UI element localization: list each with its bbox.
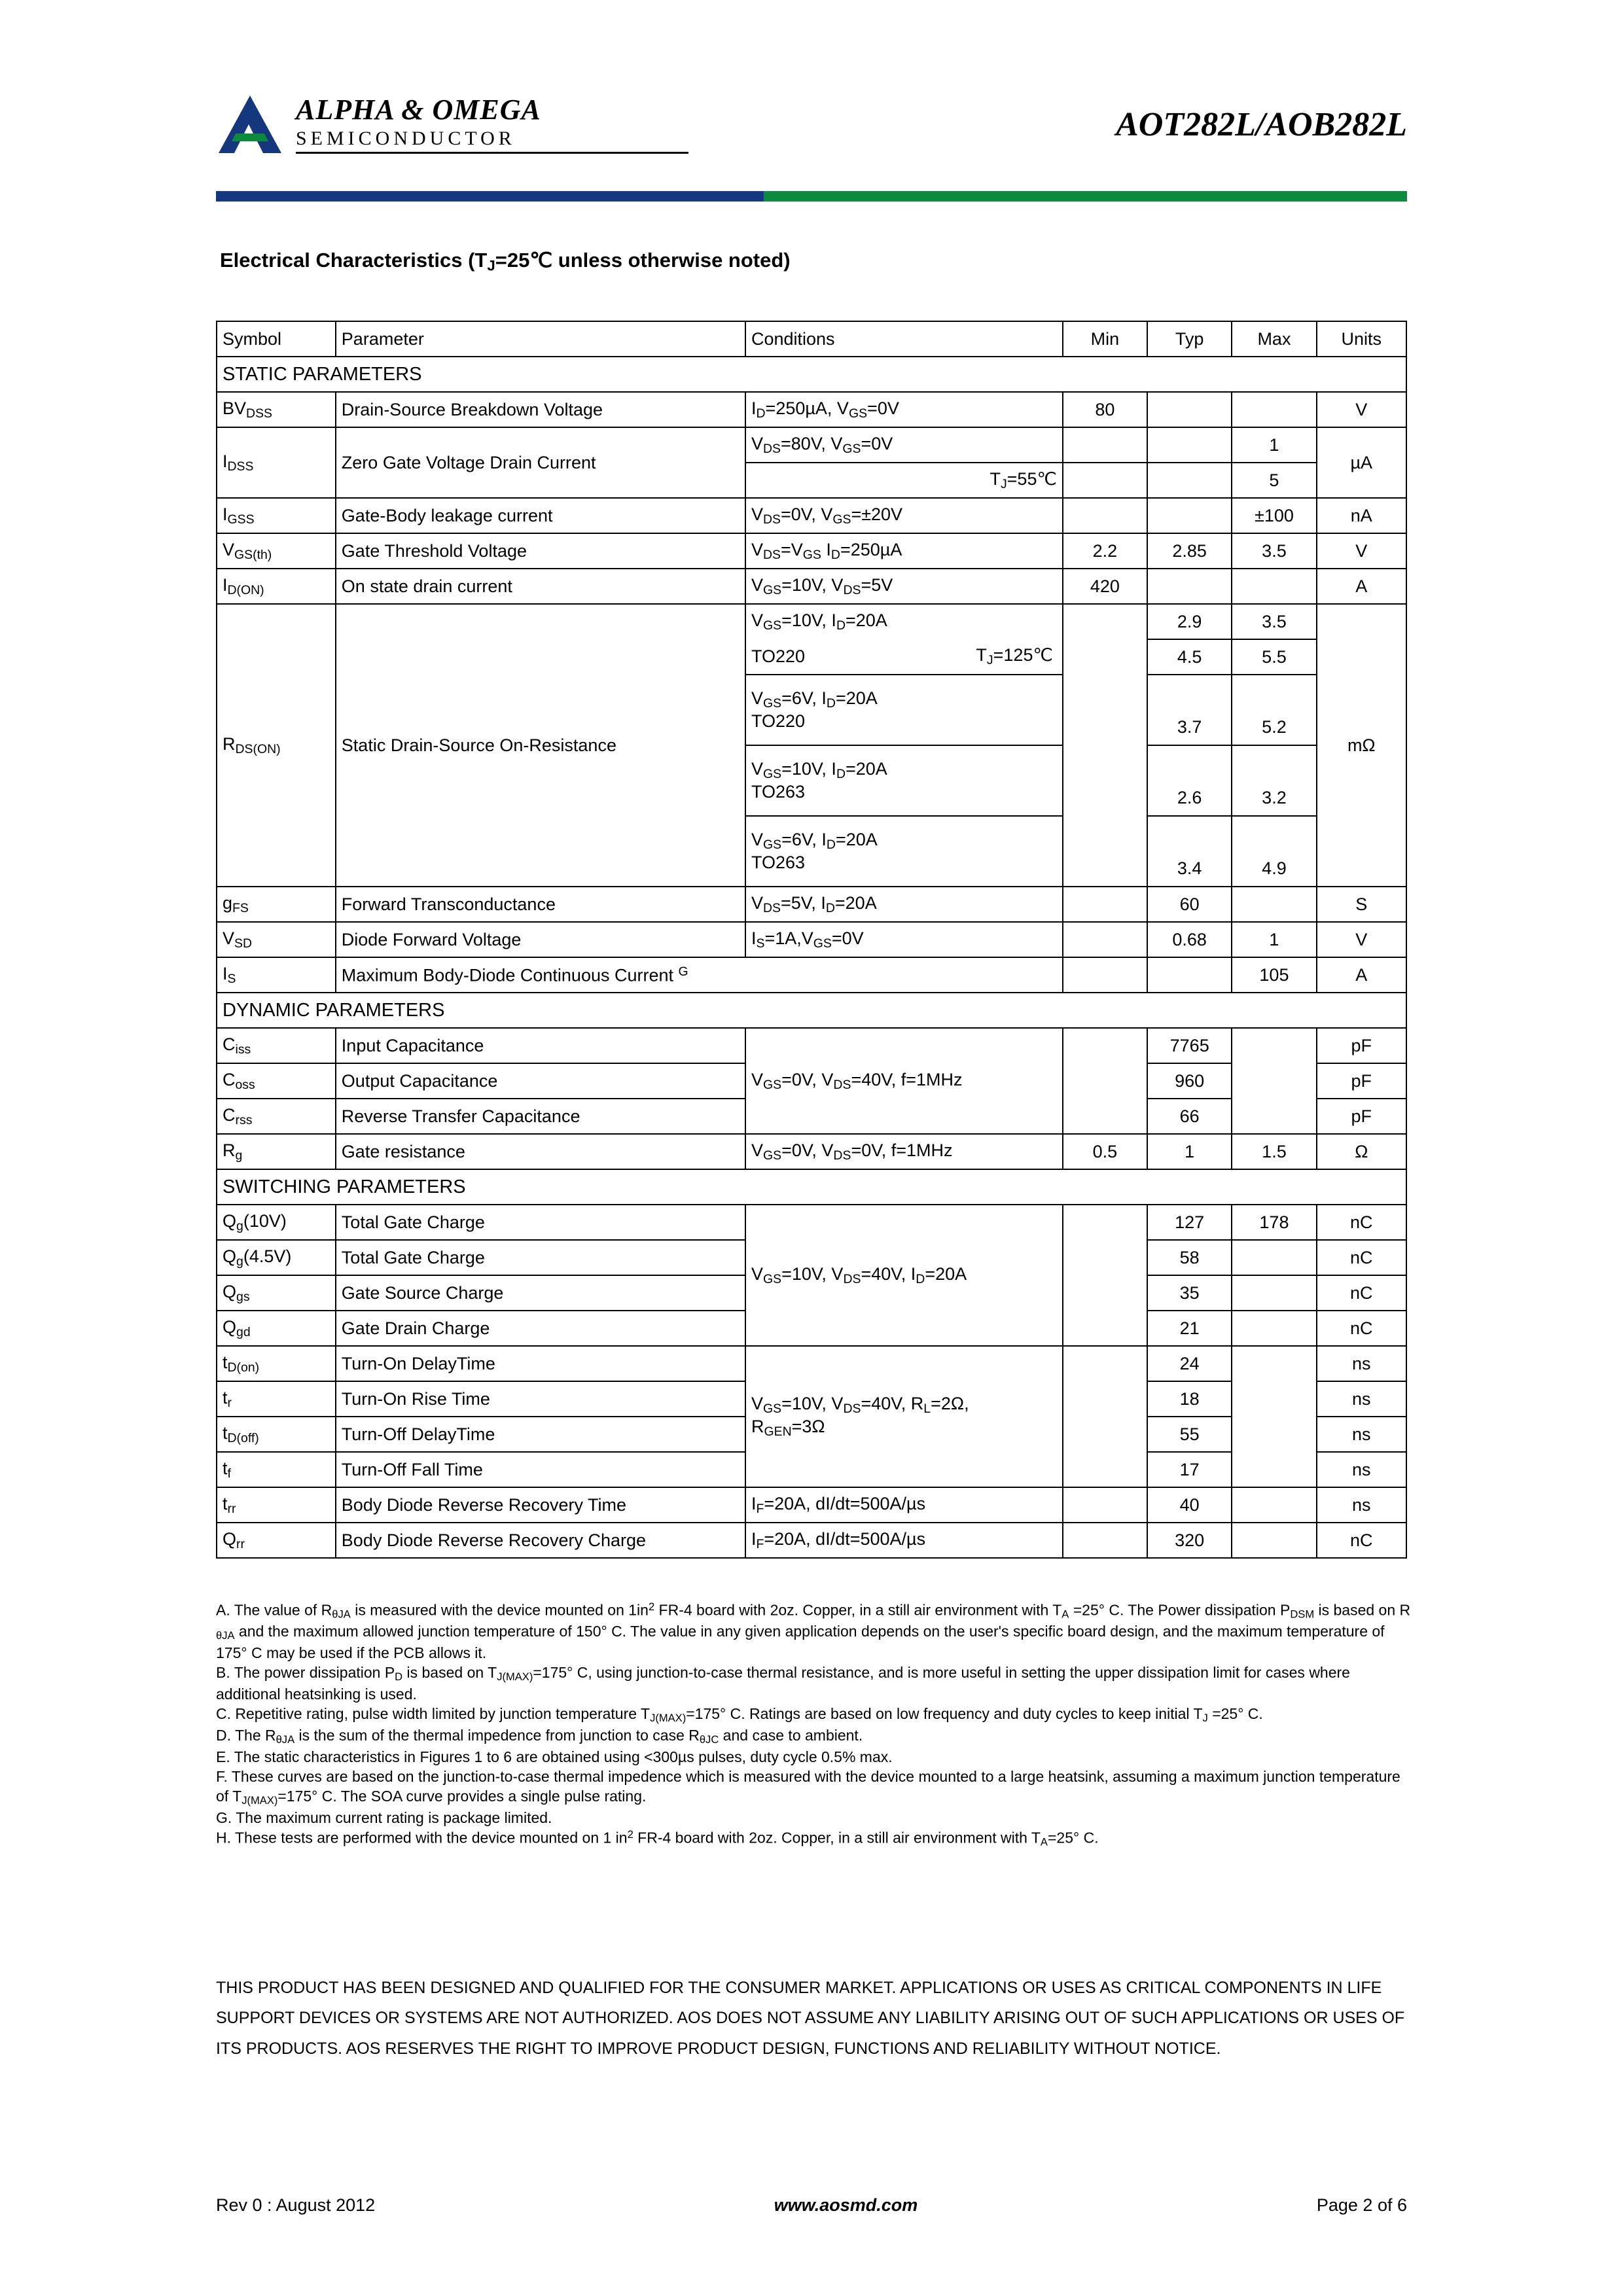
cell-units: ns <box>1317 1381 1406 1417</box>
cell-min <box>1063 604 1147 887</box>
group-label: DYNAMIC PARAMETERS <box>217 993 1406 1028</box>
cell-symbol: $Q_{rr}$ <box>217 1523 336 1558</box>
cond-package: TO220 <box>751 646 806 666</box>
cell-typ: 40 <box>1147 1487 1232 1523</box>
company-name: ALPHA & OMEGA <box>296 94 541 126</box>
cell-typ: 320 <box>1147 1523 1232 1558</box>
table-row <box>217 1028 1406 1063</box>
electrical-characteristics-table <box>216 321 1407 1559</box>
cell-symbol: $Q_g(10V)$ <box>217 1205 336 1240</box>
table-row <box>217 427 1406 463</box>
cell-typ: 3.7 <box>1147 710 1232 745</box>
page-number: Page 2 of 6 <box>1316 2195 1407 2215</box>
cell-min: 80 <box>1063 392 1147 427</box>
cell-min <box>1063 1523 1147 1558</box>
cell-parameter: Total Gate Charge <box>336 1205 745 1240</box>
cell-max <box>1232 1523 1316 1558</box>
cell-units: nC <box>1317 1523 1406 1558</box>
cell-parameter: Turn-Off DelayTime <box>336 1417 745 1452</box>
cond-temp: $T_J=125℃$ <box>976 645 1053 667</box>
cell-symbol: $g_{FS}$ <box>217 887 336 922</box>
cell-max <box>1232 887 1316 922</box>
cell-parameter: Total Gate Charge <box>336 1240 745 1275</box>
cell-typ <box>1147 816 1232 851</box>
table-row <box>217 1523 1406 1558</box>
cell-parameter: Turn-Off Fall Time <box>336 1452 745 1487</box>
cell-parameter: Input Capacitance <box>336 1028 745 1063</box>
cell-parameter: Body Diode Reverse Recovery Charge <box>336 1523 745 1558</box>
cell-units: V <box>1317 922 1406 957</box>
cell-max: 1 <box>1232 427 1316 463</box>
footnote-a: A. The value of $R_{\theta JA}$ is measured with the device mounted on $1in^2$ FR-4 board with 2oz. Copper, in a still air environment with $T_A =25^\circ$ C. The Power dissipation $P_{DSM}$ is based on R $_{\theta JA}$ and the maximum allowed junction temperature of 150° C. The value in any given application depends on the user's specific board design, and the maximum temperature of 175° C may be used if the PCB allows it. <box>216 1600 1411 1662</box>
cell-units: nC <box>1317 1275 1406 1311</box>
cell-parameter: Maximum Body-Diode Continuous Current $^G$ <box>336 957 1063 993</box>
cell-typ: 66 <box>1147 1099 1232 1134</box>
cell-min <box>1063 1487 1147 1523</box>
cell-min <box>1063 1028 1147 1134</box>
table-row <box>217 1487 1406 1523</box>
cell-parameter: Turn-On Rise Time <box>336 1381 745 1417</box>
website-link[interactable]: www.aosmd.com <box>774 2195 918 2215</box>
cell-parameter: On state drain current <box>336 569 745 604</box>
section-title-post: =25℃ unless otherwise noted) <box>495 249 791 272</box>
cell-parameter: Static Drain-Source On-Resistance <box>336 604 745 887</box>
cell-typ: 60 <box>1147 887 1232 922</box>
section-title-sub: J <box>487 257 495 274</box>
col-min: Min <box>1063 321 1147 357</box>
cell-max <box>1232 675 1316 710</box>
table-row <box>217 533 1406 569</box>
cell-max: 105 <box>1232 957 1316 993</box>
cell-typ: 17 <box>1147 1452 1232 1487</box>
cell-min: 420 <box>1063 569 1147 604</box>
cell-typ: 24 <box>1147 1346 1232 1381</box>
cell-parameter: Diode Forward Voltage <box>336 922 745 957</box>
cell-conditions: $I_F=20A$, dI/dt=500A/µs <box>745 1523 1063 1558</box>
cell-conditions: $I_D=250\mu A$, $V_{GS}=0V$ <box>745 392 1063 427</box>
cell-symbol: $BV_{DSS}$ <box>217 392 336 427</box>
cell-parameter: Turn-On DelayTime <box>336 1346 745 1381</box>
cell-max <box>1232 1487 1316 1523</box>
cell-symbol: $I_{DSS}$ <box>217 427 336 498</box>
col-max: Max <box>1232 321 1316 357</box>
cell-typ: 960 <box>1147 1063 1232 1099</box>
table-row <box>217 1134 1406 1169</box>
cell-conditions: $V_{GS}=6V$, $I_D=20A$ TO220 <box>745 675 1063 745</box>
cell-symbol: $C_{rss}$ <box>217 1099 336 1134</box>
cell-units: ns <box>1317 1452 1406 1487</box>
cell-symbol: $R_g$ <box>217 1134 336 1169</box>
cell-conditions: $V_{GS}=10V$, $V_{DS}=5V$ <box>745 569 1063 604</box>
cell-symbol: $I_{D(ON)}$ <box>217 569 336 604</box>
cell-conditions: $V_{GS}=0V$, $V_{DS}=0V$, f=1MHz <box>745 1134 1063 1169</box>
cell-symbol: $C_{iss}$ <box>217 1028 336 1063</box>
footnote-d: D. The $R_{\theta JA}$ is the sum of the thermal impedence from junction to case $R_{\theta JC}$ and case to ambient. <box>216 1726 863 1746</box>
alpha-omega-logo-icon <box>216 93 289 156</box>
footnote-c: C. Repetitive rating, pulse width limited by junction temperature $T_{J(MAX)}=175^\circ$ C. Ratings are based on low frequency and duty cycles to keep initial $T_J =25^\circ$ C. <box>216 1705 1263 1725</box>
cell-conditions: $V_{GS}=10V$, $I_D=20A$ <box>745 604 1063 639</box>
cell-units: µA <box>1317 427 1406 498</box>
cell-max <box>1232 1311 1316 1346</box>
cell-symbol: $Q_{gd}$ <box>217 1311 336 1346</box>
group-row-static <box>217 357 1406 392</box>
cell-typ <box>1147 745 1232 781</box>
cell-max <box>1232 745 1316 781</box>
cell-symbol: $t_{D(off)}$ <box>217 1417 336 1452</box>
cell-max: ±100 <box>1232 498 1316 533</box>
cell-typ <box>1147 463 1232 498</box>
footnotes <box>216 1600 1414 1849</box>
cell-units: V <box>1317 392 1406 427</box>
company-tagline: SEMICONDUCTOR <box>296 127 516 149</box>
cell-parameter: Body Diode Reverse Recovery Time <box>336 1487 745 1523</box>
cell-units: nA <box>1317 498 1406 533</box>
cell-conditions <box>745 639 1063 675</box>
cell-typ: 3.4 <box>1147 851 1232 887</box>
cell-parameter: Reverse Transfer Capacitance <box>336 1099 745 1134</box>
cell-typ: 21 <box>1147 1311 1232 1346</box>
cell-units: ns <box>1317 1346 1406 1381</box>
page-header <box>216 85 1407 164</box>
footnote-b: B. The power dissipation $P_D$ is based on $T_{J(MAX)}=175^\circ$ C, using junction-to-case thermal resistance, and is more useful in setting the upper dissipation limit for cases where additional heatsinking is used. <box>216 1664 1350 1703</box>
revision-label: Rev 0 : August 2012 <box>216 2195 376 2215</box>
table-row <box>217 922 1406 957</box>
cell-max <box>1232 569 1316 604</box>
cell-symbol: $t_r$ <box>217 1381 336 1417</box>
logo-text-block <box>296 95 688 153</box>
col-symbol: Symbol <box>217 321 336 357</box>
cell-min <box>1063 1346 1147 1487</box>
cell-max <box>1232 1240 1316 1275</box>
cell-typ <box>1147 498 1232 533</box>
cell-parameter: Zero Gate Voltage Drain Current <box>336 427 745 498</box>
section-title-pre: Electrical Characteristics (T <box>220 249 488 272</box>
part-number-title: AOT282L/AOB282L <box>1116 105 1407 143</box>
cell-symbol: $Q_{gs}$ <box>217 1275 336 1311</box>
cell-typ <box>1147 957 1232 993</box>
cell-typ: 2.9 <box>1147 604 1232 639</box>
cell-units: ns <box>1317 1417 1406 1452</box>
cell-conditions: $V_{GS}=10V$, $I_D=20A$ TO263 <box>745 745 1063 816</box>
cell-conditions: $I_S=1A,V_{GS}=0V$ <box>745 922 1063 957</box>
col-typ: Typ <box>1147 321 1232 357</box>
section-title <box>220 249 791 275</box>
cell-typ: 55 <box>1147 1417 1232 1452</box>
footnote-h: H. These tests are performed with the device mounted on 1 $in^2$ FR-4 board with 2oz. Copper, in a still air environment with $T_A=25^\circ$ C. <box>216 1828 1099 1848</box>
cell-symbol: $C_{oss}$ <box>217 1063 336 1099</box>
cell-min <box>1063 957 1147 993</box>
cell-units: Ω <box>1317 1134 1406 1169</box>
cell-min <box>1063 427 1147 463</box>
cell-max: 1.5 <box>1232 1134 1316 1169</box>
cell-symbol: $I_S$ <box>217 957 336 993</box>
cell-min <box>1063 887 1147 922</box>
cell-units: ns <box>1317 1487 1406 1523</box>
cell-conditions: $V_{DS}=80V$, $V_{GS}=0V$ <box>745 427 1063 463</box>
cell-symbol: $I_{GSS}$ <box>217 498 336 533</box>
cell-parameter: Gate Drain Charge <box>336 1311 745 1346</box>
cell-parameter: Output Capacitance <box>336 1063 745 1099</box>
cell-symbol: $t_{D(on)}$ <box>217 1346 336 1381</box>
cell-max: 178 <box>1232 1205 1316 1240</box>
cell-units: nC <box>1317 1205 1406 1240</box>
table-row <box>217 957 1406 993</box>
cell-max <box>1232 1275 1316 1311</box>
cell-conditions: $T_J=55℃$ <box>745 463 1063 498</box>
cell-max: 3.2 <box>1232 781 1316 816</box>
cell-parameter: Gate-Body leakage current <box>336 498 745 533</box>
col-units: Units <box>1317 321 1406 357</box>
cell-typ <box>1147 392 1232 427</box>
cell-units: V <box>1317 533 1406 569</box>
cell-max: 3.5 <box>1232 604 1316 639</box>
cell-units: pF <box>1317 1099 1406 1134</box>
cell-symbol: $V_{GS(th)}$ <box>217 533 336 569</box>
cell-conditions: $V_{GS}=10V$, $V_{DS}=40V$, $I_D=20A$ <box>745 1205 1063 1346</box>
cell-max: 5 <box>1232 463 1316 498</box>
cell-typ: 1 <box>1147 1134 1232 1169</box>
footnote-g: G. The maximum current rating is package limited. <box>216 1809 552 1826</box>
cell-units: pF <box>1317 1063 1406 1099</box>
cell-typ: 0.68 <box>1147 922 1232 957</box>
table-row <box>217 887 1406 922</box>
cell-symbol: $V_{SD}$ <box>217 922 336 957</box>
logo-underline <box>296 152 688 154</box>
cell-typ: 4.5 <box>1147 639 1232 675</box>
table-row <box>217 392 1406 427</box>
cell-min <box>1063 1205 1147 1346</box>
footnote-e: E. The static characteristics in Figures 1 to 6 are obtained using <300µs pulses, duty cycle 0.5% max. <box>216 1748 893 1765</box>
cell-max: 3.5 <box>1232 533 1316 569</box>
cell-parameter: Gate Threshold Voltage <box>336 533 745 569</box>
cell-conditions: $V_{GS}=6V$, $I_D=20A$ TO263 <box>745 816 1063 887</box>
cell-max: 5.5 <box>1232 639 1316 675</box>
cell-typ: 2.85 <box>1147 533 1232 569</box>
cell-typ <box>1147 569 1232 604</box>
cell-parameter: Gate resistance <box>336 1134 745 1169</box>
cell-conditions: $V_{GS}=0V$, $V_{DS}=40V$, f=1MHz <box>745 1028 1063 1134</box>
table-row <box>217 1205 1406 1240</box>
cell-min <box>1063 922 1147 957</box>
cell-min: 0.5 <box>1063 1134 1147 1169</box>
cell-typ: 35 <box>1147 1275 1232 1311</box>
cell-units: pF <box>1317 1028 1406 1063</box>
cell-symbol: $t_{rr}$ <box>217 1487 336 1523</box>
cell-typ: 7765 <box>1147 1028 1232 1063</box>
cell-parameter: Forward Transconductance <box>336 887 745 922</box>
cell-max <box>1232 1028 1316 1134</box>
cell-max: 4.9 <box>1232 851 1316 887</box>
footnote-f: F. These curves are based on the junction-to-case thermal impedence which is measured with the device mounted to a large heatsink, assuming a maximum junction temperature of $T_{J(MAX)}=175^\circ$ C. The SOA curve provides a single pulse rating. <box>216 1767 1400 1807</box>
cell-typ: 2.6 <box>1147 781 1232 816</box>
table-header-row <box>217 321 1406 357</box>
group-row-dynamic <box>217 993 1406 1028</box>
company-logo <box>216 93 688 156</box>
group-row-switching <box>217 1169 1406 1205</box>
group-label: SWITCHING PARAMETERS <box>217 1169 1406 1205</box>
cell-max <box>1232 392 1316 427</box>
cell-min <box>1063 463 1147 498</box>
cell-max <box>1232 1346 1316 1487</box>
cell-units: nC <box>1317 1311 1406 1346</box>
cell-units: mΩ <box>1317 604 1406 887</box>
cell-symbol: $t_f$ <box>217 1452 336 1487</box>
cell-max <box>1232 816 1316 851</box>
page-footer <box>216 2195 1407 2216</box>
cell-typ <box>1147 427 1232 463</box>
cell-typ: 18 <box>1147 1381 1232 1417</box>
col-conditions: Conditions <box>745 321 1063 357</box>
cell-typ: 127 <box>1147 1205 1232 1240</box>
cell-conditions: $V_{DS}=0V$, $V_{GS}=\pm 20V$ <box>745 498 1063 533</box>
cell-conditions: $V_{GS}=10V$, $V_{DS}=40V$, $R_L=2\Omega$, $R_{GEN}=3\Omega$ <box>745 1346 1063 1487</box>
cell-units: A <box>1317 957 1406 993</box>
legal-disclaimer: THIS PRODUCT HAS BEEN DESIGNED AND QUALIFIED FOR THE CONSUMER MARKET. APPLICATIONS OR USES AS CRITICAL COMPONENTS IN LIFE SUPPORT DEVICES OR SYSTEMS ARE NOT AUTHORIZED. AOS DOES NOT ASSUME ANY LIABILITY ARISING OUT OF SUCH APPLICATIONS OR USES OF ITS PRODUCTS. AOS RESERVES THE RIGHT TO IMPROVE PRODUCT DESIGN, FUNCTIONS AND RELIABILITY WITHOUT NOTICE. <box>216 1979 1405 2058</box>
cell-conditions: $V_{DS}=V_{GS}$ $I_D=250\mu A$ <box>745 533 1063 569</box>
cell-symbol: $Q_g(4.5V)$ <box>217 1240 336 1275</box>
cell-min: 2.2 <box>1063 533 1147 569</box>
cell-conditions: $V_{DS}=5V$, $I_D=20A$ <box>745 887 1063 922</box>
cell-max: 5.2 <box>1232 710 1316 745</box>
header-color-bar <box>216 191 1407 202</box>
cell-symbol: $R_{DS(ON)}$ <box>217 604 336 887</box>
cell-conditions: $I_F=20A$, dI/dt=500A/µs <box>745 1487 1063 1523</box>
cell-max: 1 <box>1232 922 1316 957</box>
cell-typ: 58 <box>1147 1240 1232 1275</box>
table-row <box>217 498 1406 533</box>
col-parameter: Parameter <box>336 321 745 357</box>
cell-units: nC <box>1317 1240 1406 1275</box>
cell-units: S <box>1317 887 1406 922</box>
table-row <box>217 1346 1406 1381</box>
cell-typ <box>1147 675 1232 710</box>
table-row <box>217 604 1406 639</box>
table-row <box>217 569 1406 604</box>
cell-units: A <box>1317 569 1406 604</box>
cell-min <box>1063 498 1147 533</box>
cell-parameter: Gate Source Charge <box>336 1275 745 1311</box>
cell-parameter: Drain-Source Breakdown Voltage <box>336 392 745 427</box>
group-label: STATIC PARAMETERS <box>217 357 1406 392</box>
